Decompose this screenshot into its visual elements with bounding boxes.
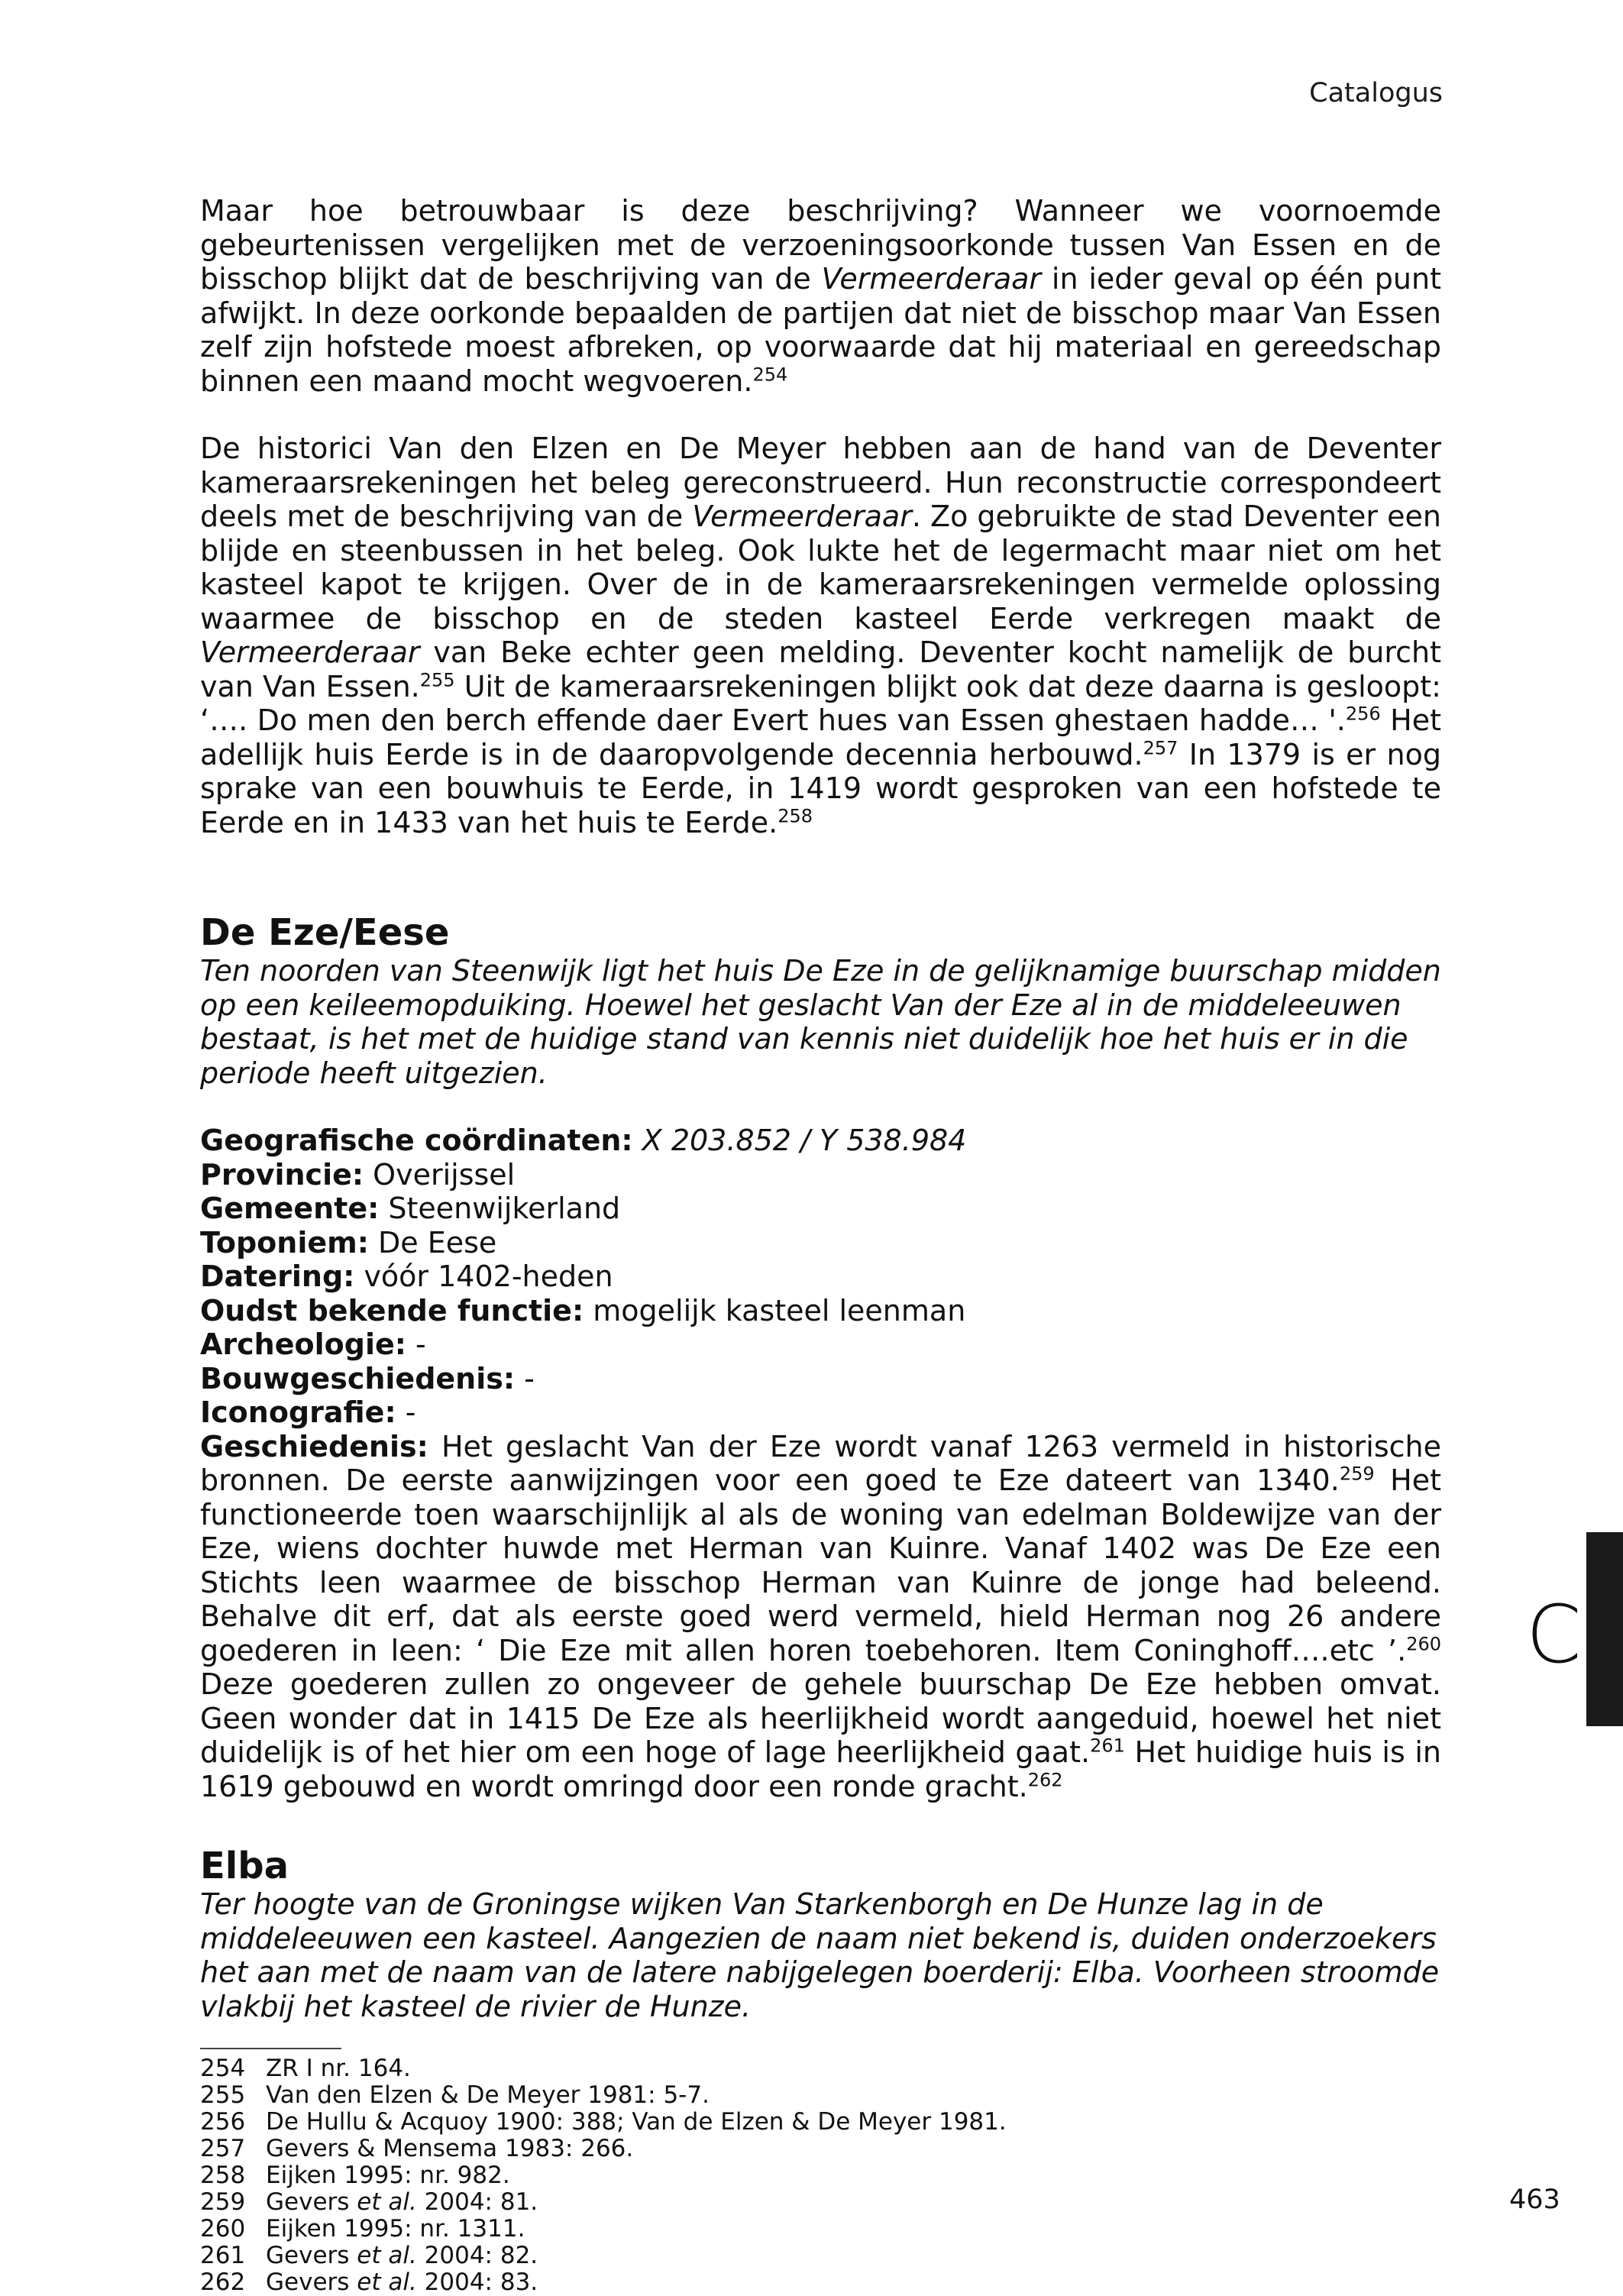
field-label: Bouwgeschiedenis:: [200, 1361, 516, 1395]
footnote-ref: 257: [1143, 736, 1178, 758]
metadata-field: [200, 1260, 1441, 1294]
italic-text: Vermeerderaar: [821, 262, 1042, 296]
text-run: De historici Van den Elzen en De Meyer hebben aan de hand van de Deventer kameraarsrekeningen het beleg gereconstrueerd. Hun reconstructie correspondeert deels met de beschrijving van de: [200, 432, 1441, 533]
text-run: 2004: 83.: [416, 2269, 538, 2296]
text-run: Gevers & Mensema 1983: 266.: [266, 2135, 634, 2162]
field-value: -: [524, 1361, 535, 1395]
field-label: Provincie:: [200, 1157, 364, 1192]
metadata-fields: [200, 1124, 1441, 1430]
footnote: [200, 2162, 1441, 2189]
section-intro-elba: Ter hoogte van de Groningse wijken Van Starkenborgh en De Hunze lag in de middeleeuwen een kasteel. Aangezien de naam niet bekend is, duiden onderzoekers het aan met de naam van de latere nabijgelegen boerderij: Elba. Voorheen stroomde vlakbij het kasteel de rivier de Hunze.: [200, 1887, 1440, 2023]
history-label: Geschiedenis:: [200, 1429, 428, 1463]
text-run: Eijken 1995: nr. 1311.: [266, 2215, 525, 2243]
intro-paragraphs: [200, 194, 1441, 839]
field-value: X 203.852 / Y 538.984: [642, 1124, 967, 1157]
text-run: Gevers: [266, 2242, 357, 2269]
footnote-text: [266, 2136, 633, 2162]
footnotes: [200, 2055, 1441, 2296]
footnote-number: 257: [200, 2135, 246, 2162]
metadata-field: [200, 1327, 1441, 1362]
footnote-number: 260: [200, 2215, 246, 2243]
text-run: In 1379 is er nog sprake van een bouwhuis te Eerde, in 1419 wordt gesproken van een hofstede te Eerde en in 1433 van het huis te Eerde.: [200, 737, 1441, 839]
footnote-ref: 259: [1339, 1463, 1375, 1485]
footnote: [200, 2082, 1441, 2109]
metadata-field: [200, 1226, 1441, 1260]
footnote: [200, 2136, 1441, 2162]
footnote: [200, 2243, 1441, 2269]
footnote-text: [266, 2269, 538, 2296]
footnote-text: [266, 2189, 538, 2216]
text-run: Gevers: [266, 2188, 357, 2216]
text-run: . Zo gebruikte de stad Deventer een blijde en steenbussen in het beleg. Ook lukte het de legermacht maar niet om het kasteel kapot te krijgen. Over de in de kameraarsrekeningen vermelde oplossing waarmee de bisschop en de steden kasteel Eerde verkregen maakt de: [200, 500, 1441, 635]
text-run: Deze goederen zullen zo ongeveer de gehele buurschap De Eze hebben omvat. Geen wonder dat in 1415 De Eze als heerlijkheid wordt aangeduid, hoewel het niet duidelijk is of het hier om een hoge of lage heerlijkheid gaat.: [200, 1667, 1441, 1769]
footnote-text: [266, 2082, 710, 2109]
field-value: vóór 1402-heden: [364, 1260, 613, 1293]
field-value: De Eese: [378, 1225, 497, 1260]
footnote: [200, 2189, 1441, 2216]
metadata-field: [200, 1294, 1441, 1328]
text-run: in ieder geval op één punt afwijkt. In deze oorkonde bepaalden de partijen dat niet de bisschop maar Van Essen zelf zijn hofstede moest afbreken, op voorwaarde dat hij materiaal en gereedschap binnen een maand mocht wegvoeren.: [200, 262, 1441, 398]
footnote-text: [266, 2055, 411, 2082]
text-run: Gevers: [266, 2269, 357, 2296]
thumb-index-letter: C: [1526, 1588, 1582, 1681]
text-run: Maar hoe betrouwbaar is deze beschrijving? Wanneer we voornoemde gebeurtenissen vergelijken met de verzoeningsoorkonde tussen Van Essen en de bisschop blijkt dat de beschrijving van de: [200, 194, 1441, 296]
field-label: Geografische coördinaten:: [200, 1124, 633, 1157]
footnote: [200, 2055, 1441, 2082]
footnote-text: [266, 2216, 525, 2243]
text-run: De Hullu & Acquoy 1900: 388; Van de Elzen & De Meyer 1981.: [266, 2108, 1007, 2136]
footnote-ref: 254: [752, 363, 788, 385]
text-run: ZR I nr. 164.: [266, 2055, 411, 2082]
field-value: -: [415, 1327, 426, 1361]
footnote-number: 262: [200, 2269, 246, 2296]
metadata-field: [200, 1362, 1441, 1396]
history-paragraph: [200, 1430, 1441, 1804]
field-label: Oudst bekende functie:: [200, 1293, 584, 1327]
footnote: [200, 2216, 1441, 2243]
footnote-number: 254: [200, 2055, 246, 2082]
field-label: Archeologie:: [200, 1327, 406, 1361]
italic-text: et al.: [357, 2188, 417, 2216]
field-value: mogelijk kasteel leenman: [593, 1293, 966, 1327]
section-title-eze: De Eze/Eese: [200, 911, 450, 954]
field-label: Datering:: [200, 1260, 355, 1293]
footnote-number: 258: [200, 2162, 246, 2189]
section-intro-eze: Ten noorden van Steenwijk ligt het huis De Eze in de gelijknamige buurschap midden op een keileemopduiking. Hoewel het geslacht Van der Eze al in de middeleeuwen bestaat, is het met de huidige stand van kennis niet duidelijk hoe het huis er in die periode heeft uitgezien.: [200, 954, 1441, 1090]
footnote: [200, 2269, 1441, 2296]
footnote-ref: 261: [1090, 1735, 1125, 1757]
footnote-ref: 262: [1027, 1768, 1063, 1790]
section-title-elba: Elba: [200, 1845, 289, 1887]
footnote-number: 256: [200, 2108, 246, 2136]
page-number: 463: [1509, 2184, 1560, 2215]
footnote-ref: 255: [419, 668, 455, 690]
italic-text: Vermeerderaar: [200, 635, 420, 669]
body-paragraph: [200, 432, 1441, 839]
footnote-text: [266, 2109, 1007, 2136]
text-run: Het geslacht Van der Eze wordt vanaf 1263 vermeld in historische bronnen. De eerste aanwijzingen voor een goed te Eze dateert van 1340.: [200, 1429, 1441, 1497]
field-label: Iconografie:: [200, 1395, 396, 1429]
italic-text: Vermeerderaar: [692, 500, 912, 533]
metadata-field: [200, 1395, 1441, 1430]
text-run: 2004: 82.: [416, 2242, 538, 2269]
text-run: van Beke echter geen melding. Deventer kocht namelijk de burcht van Van Essen.: [200, 635, 1441, 703]
footnote-number: 259: [200, 2188, 246, 2216]
field-value: -: [405, 1395, 416, 1429]
running-header: Catalogus: [1309, 78, 1443, 108]
field-value: Overijssel: [373, 1157, 516, 1192]
body-paragraph: [200, 194, 1441, 398]
text-run: 2004: 81.: [416, 2188, 538, 2216]
text-run: Van den Elzen & De Meyer 1981: 5-7.: [266, 2081, 710, 2109]
footnote-number: 255: [200, 2081, 246, 2109]
field-label: Gemeente:: [200, 1192, 380, 1225]
text-run: Het huidige huis is in 1619 gebouwd en wordt omringd door een ronde gracht.: [200, 1735, 1441, 1803]
metadata-field: [200, 1192, 1441, 1226]
footnote-ref: 260: [1406, 1632, 1441, 1654]
footnote-text: [266, 2243, 538, 2269]
field-value: Steenwijkerland: [388, 1192, 621, 1225]
metadata-field: [200, 1124, 1441, 1158]
footnote-text: [266, 2162, 510, 2189]
footnote-ref: 256: [1345, 703, 1381, 725]
footnote-divider: [200, 2048, 341, 2049]
metadata-field: [200, 1158, 1441, 1192]
text-run: Het adellijk huis Eerde is in de daaropvolgende decennia herbouwd.: [200, 703, 1441, 771]
italic-text: et al.: [357, 2242, 417, 2269]
footnote: [200, 2109, 1441, 2136]
text-run: Uit de kameraarsrekeningen blijkt ook dat deze daarna is gesloopt: ‘…. Do men den berch effende daer Evert hues van Essen ghestaen hadde… '.: [200, 669, 1441, 737]
thumb-index-tab: [1586, 1532, 1623, 1726]
text-run: Eijken 1995: nr. 982.: [266, 2162, 510, 2189]
page-content: [200, 194, 1441, 2296]
italic-text: et al.: [357, 2269, 417, 2296]
footnote-ref: 258: [778, 804, 813, 826]
field-label: Toponiem:: [200, 1225, 369, 1260]
footnote-number: 261: [200, 2242, 246, 2269]
text-run: Het functioneerde toen waarschijnlijk al als de woning van edelman Boldewijze van der Eze, wiens dochter huwde met Herman van Kuinre. Vanaf 1402 was De Eze een Stichts leen waarmee de bisschop Herman van Kuinre de jonge had beleend. Behalve dit erf, dat als eerste goed werd vermeld, hield Herman nog 26 andere goederen in leen: ‘ Die Eze mit allen horen toebehoren. Item Coninghoff….etc ’.: [200, 1463, 1441, 1667]
